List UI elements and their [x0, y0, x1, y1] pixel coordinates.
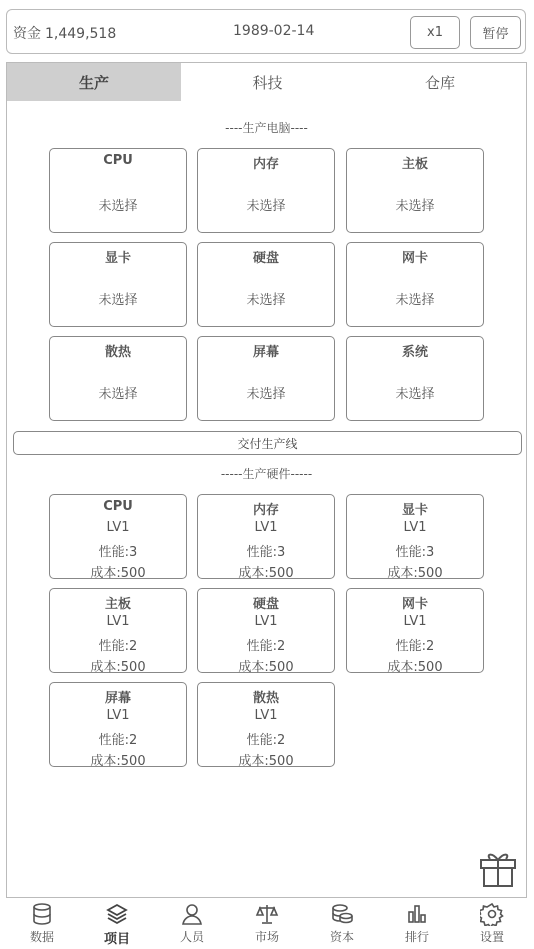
slot-value: 未选择 — [395, 199, 435, 214]
nav-label: 市场 — [254, 930, 279, 944]
nav-data[interactable] — [4, 898, 80, 949]
tab-produce[interactable]: 生产 — [7, 63, 181, 101]
hw-level: LV1 — [106, 614, 130, 629]
gear-icon — [480, 902, 504, 926]
hardware-card[interactable] — [197, 588, 335, 673]
hardware-card[interactable] — [49, 682, 187, 767]
speed-button[interactable]: x1 — [410, 16, 460, 49]
produce-hw-title: -----生产硬件----- — [220, 467, 313, 481]
nav-label: 排行 — [404, 930, 429, 944]
slot-value: 未选择 — [98, 293, 138, 308]
pc-slot[interactable] — [49, 336, 187, 421]
slot-value: 未选择 — [246, 199, 286, 214]
hardware-card[interactable] — [49, 588, 187, 673]
slot-value: 未选择 — [395, 293, 435, 308]
hw-name: 硬盘 — [252, 597, 279, 612]
pc-slot[interactable] — [197, 336, 335, 421]
hw-cost: 成本:500 — [90, 660, 146, 675]
hw-level: LV1 — [403, 520, 427, 535]
produce-pc-title: ----生产电脑---- — [225, 121, 308, 135]
slot-value: 未选择 — [246, 293, 286, 308]
slot-name: CPU — [103, 153, 133, 168]
deliver-production-line-button[interactable]: 交付生产线 — [13, 431, 522, 455]
game-date: 1989-02-14 — [233, 23, 315, 39]
layers-icon — [105, 902, 129, 926]
hw-level: LV1 — [403, 614, 427, 629]
bottom-nav — [0, 898, 534, 949]
bar-chart-icon — [405, 902, 429, 926]
pc-slot[interactable] — [346, 336, 484, 421]
slot-name: 散热 — [104, 345, 131, 360]
slot-value: 未选择 — [246, 387, 286, 402]
funds-display — [13, 23, 116, 43]
slot-value: 未选择 — [98, 199, 138, 214]
hw-name: 内存 — [252, 503, 279, 518]
funds-value: 1,449,518 — [45, 26, 117, 42]
hw-cost: 成本:500 — [90, 566, 146, 581]
hw-name: CPU — [103, 499, 133, 514]
hw-level: LV1 — [254, 614, 278, 629]
hw-name: 散热 — [252, 691, 279, 706]
hardware-card[interactable] — [197, 682, 335, 767]
database-icon — [30, 902, 54, 926]
coins-icon — [330, 902, 354, 926]
tab-warehouse[interactable]: 仓库 — [424, 73, 455, 92]
pause-button[interactable]: 暂停 — [470, 16, 521, 49]
status-bar — [6, 9, 526, 54]
hw-cost: 成本:500 — [90, 754, 146, 769]
hw-performance: 性能:3 — [246, 545, 286, 560]
slot-name: 内存 — [252, 157, 279, 172]
hw-level: LV1 — [106, 520, 130, 535]
nav-label: 项目 — [103, 932, 130, 947]
pc-slot[interactable] — [197, 242, 335, 327]
hw-name: 主板 — [104, 597, 131, 612]
pc-slot[interactable] — [346, 242, 484, 327]
slot-name: 主板 — [401, 157, 428, 172]
hw-name: 显卡 — [401, 503, 428, 518]
pc-slot[interactable] — [49, 242, 187, 327]
hw-cost: 成本:500 — [238, 566, 294, 581]
hardware-card[interactable] — [49, 494, 187, 579]
hw-cost: 成本:500 — [238, 660, 294, 675]
main-panel — [6, 62, 527, 898]
hw-name: 屏幕 — [104, 691, 131, 706]
slot-name: 硬盘 — [252, 251, 279, 266]
slot-value: 未选择 — [98, 387, 138, 402]
slot-name: 显卡 — [104, 251, 131, 266]
nav-settings[interactable] — [454, 898, 530, 949]
hw-performance: 性能:2 — [98, 733, 138, 748]
hw-performance: 性能:3 — [98, 545, 138, 560]
slot-name: 网卡 — [401, 251, 428, 266]
hw-performance: 性能:3 — [395, 545, 435, 560]
nav-staff[interactable] — [154, 898, 230, 949]
hardware-card[interactable] — [346, 494, 484, 579]
hw-performance: 性能:2 — [98, 639, 138, 654]
nav-label: 数据 — [29, 930, 54, 944]
hw-level: LV1 — [106, 708, 130, 723]
tab-bar — [7, 63, 526, 101]
hardware-card[interactable] — [346, 588, 484, 673]
slot-name: 屏幕 — [252, 345, 279, 360]
pc-slot[interactable] — [197, 148, 335, 233]
hw-performance: 性能:2 — [246, 639, 286, 654]
hw-cost: 成本:500 — [387, 566, 443, 581]
user-icon — [180, 902, 204, 926]
nav-market[interactable] — [229, 898, 305, 949]
pc-slot[interactable] — [49, 148, 187, 233]
nav-label: 设置 — [479, 930, 504, 944]
nav-project[interactable] — [79, 898, 155, 949]
hw-performance: 性能:2 — [395, 639, 435, 654]
slot-name: 系统 — [401, 345, 428, 360]
hw-cost: 成本:500 — [387, 660, 443, 675]
nav-label: 人员 — [179, 930, 204, 944]
tab-tech[interactable]: 科技 — [252, 73, 283, 92]
gift-icon[interactable] — [478, 848, 518, 888]
scale-icon — [255, 902, 279, 926]
hw-cost: 成本:500 — [238, 754, 294, 769]
slot-value: 未选择 — [395, 387, 435, 402]
nav-capital[interactable] — [304, 898, 380, 949]
funds-label: 资金 — [13, 26, 41, 42]
nav-label: 资本 — [329, 930, 354, 944]
hardware-card[interactable] — [197, 494, 335, 579]
pc-slot[interactable] — [346, 148, 484, 233]
nav-ranking[interactable] — [379, 898, 455, 949]
hw-performance: 性能:2 — [246, 733, 286, 748]
hw-level: LV1 — [254, 520, 278, 535]
hw-name: 网卡 — [401, 597, 428, 612]
hw-level: LV1 — [254, 708, 278, 723]
